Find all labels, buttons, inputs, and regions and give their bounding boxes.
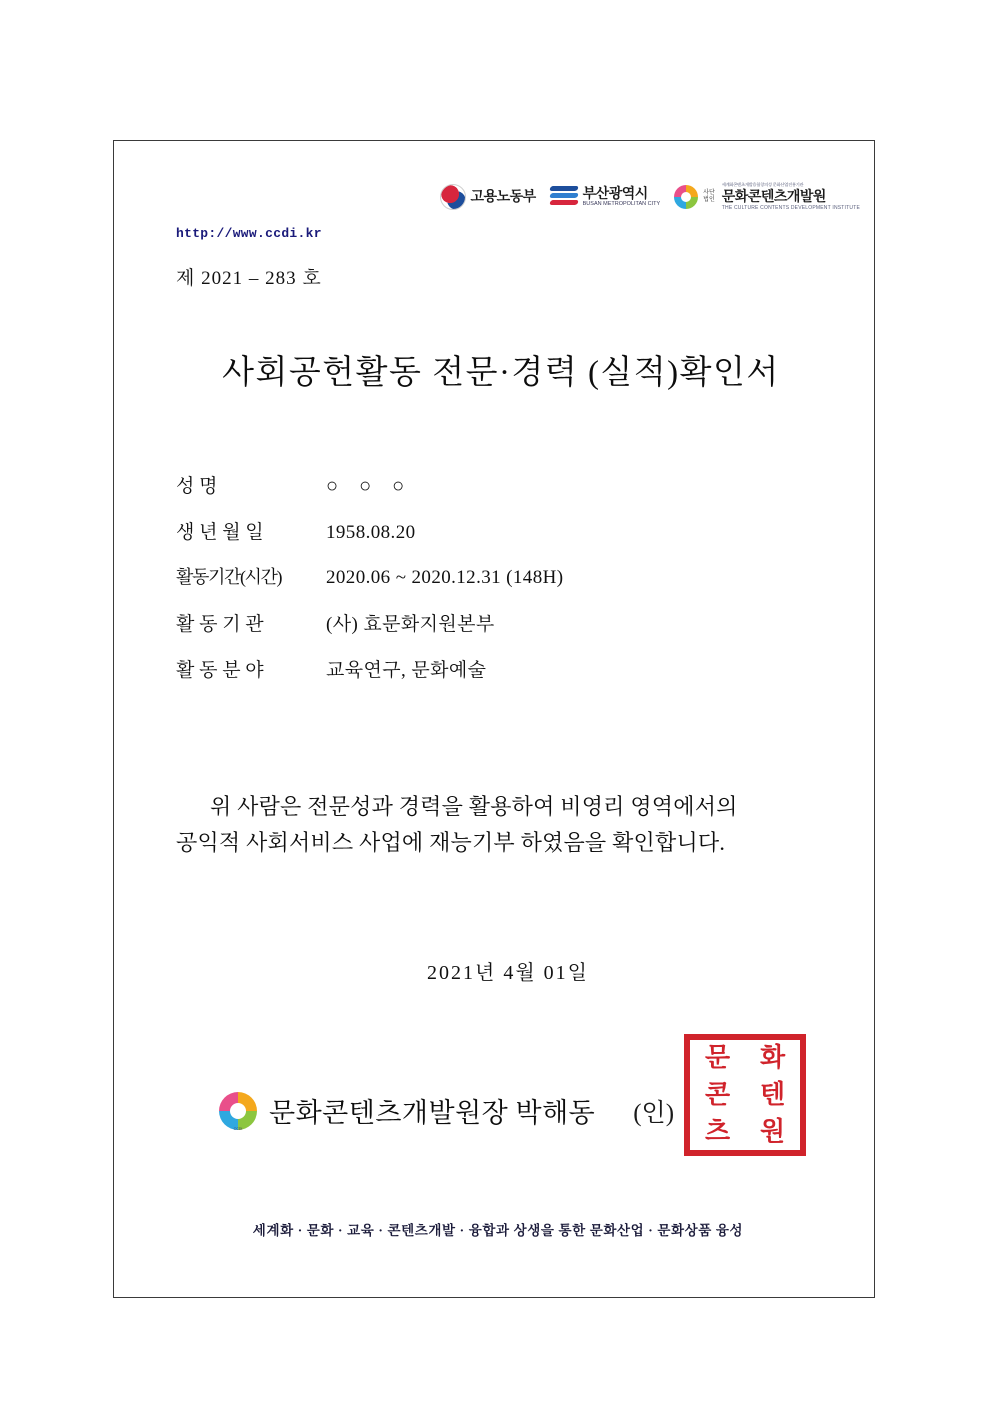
field-row [176, 517, 816, 563]
field-label-organization: 활 동 기 관 [176, 614, 264, 635]
official-seal-stamp [684, 1034, 806, 1156]
nonprofit-badge: 사단 법인 [703, 189, 715, 203]
logo-label-ministry: 고용노동부 [470, 188, 536, 205]
logo-label-ccdi: 문화콘텐츠개발원 [721, 187, 826, 204]
website-url[interactable]: http://www.ccdi.kr [176, 226, 322, 241]
statement-line-1: 위 사람은 전문성과 경력을 활용하여 비영리 영역에서의 [210, 794, 738, 819]
ccdi-emblem-icon [219, 1092, 257, 1130]
ccdi-circle-icon [674, 185, 698, 209]
seal-char: 화 [759, 1043, 786, 1073]
ccdi-emblem-caption: CCDI [233, 1126, 243, 1131]
logo-label-busan: 부산광역시 [582, 185, 648, 202]
field-value-organization: (사) 효문화지원본부 [326, 614, 495, 635]
field-label-activity-area: 활 동 분 야 [176, 660, 264, 681]
issue-date: 2021년 4월 01일 [427, 962, 589, 984]
field-row [176, 655, 816, 701]
logo-ministry-of-employment-and-labor [440, 184, 536, 210]
seal-char: 콘 [704, 1079, 731, 1109]
signature-row [219, 1091, 674, 1130]
taegeuk-icon [440, 184, 466, 210]
field-row [176, 471, 816, 517]
statement-block [176, 789, 822, 862]
logo-sublabel-busan: BUSAN METROPOLITAN CITY [582, 201, 661, 208]
document-number: 제 2021 – 283 호 [176, 268, 322, 289]
seal-char: 텐 [759, 1079, 786, 1109]
field-row [176, 609, 816, 655]
signature-seal-label: (인) [633, 1099, 675, 1127]
footer-tagline: 세계화 · 문화 · 교육 · 콘텐츠개발 · 융합과 상생을 통한 문화산업 · 문화상품 융성 [252, 1223, 744, 1238]
logo-tinytext-ccdi: 세계화콘텐츠개발융합창의성 문화산업진흥기관 [721, 182, 804, 187]
logo-culture-contents-development-institute [674, 183, 860, 211]
seal-char: 츠 [704, 1116, 731, 1146]
field-value-activity-area: 교육연구, 문화예술 [326, 660, 487, 681]
field-value-activity-period: 2020.06 ~ 2020.12.31 (148H) [326, 567, 564, 588]
logo-busan-metropolitan-city [550, 185, 661, 209]
signer-name: 문화콘텐츠개발원장 박해동 [269, 1098, 596, 1128]
certificate-page [113, 140, 875, 1298]
logo-row [440, 183, 860, 211]
page-title: 사회공헌활동 전문·경력 (실적)확인서 [222, 355, 780, 391]
field-list [176, 471, 816, 701]
field-label-birthdate: 생 년 월 일 [176, 522, 264, 543]
logo-sublabel-ccdi: THE CULTURE CONTENTS DEVELOPMENT INSTITUTE [721, 204, 860, 211]
seal-char: 원 [759, 1116, 786, 1146]
field-value-birthdate: 1958.08.20 [326, 522, 416, 543]
field-label-name: 성 명 [176, 476, 218, 497]
field-value-name: ○ ○ ○ [326, 475, 413, 497]
field-label-activity-period: 활동기간(시간) [176, 567, 282, 587]
field-row [176, 563, 816, 609]
busan-wave-icon [550, 185, 578, 209]
seal-char: 문 [704, 1043, 731, 1073]
statement-line-2: 공익적 사회서비스 사업에 재능기부 하였음을 확인합니다. [176, 830, 726, 856]
